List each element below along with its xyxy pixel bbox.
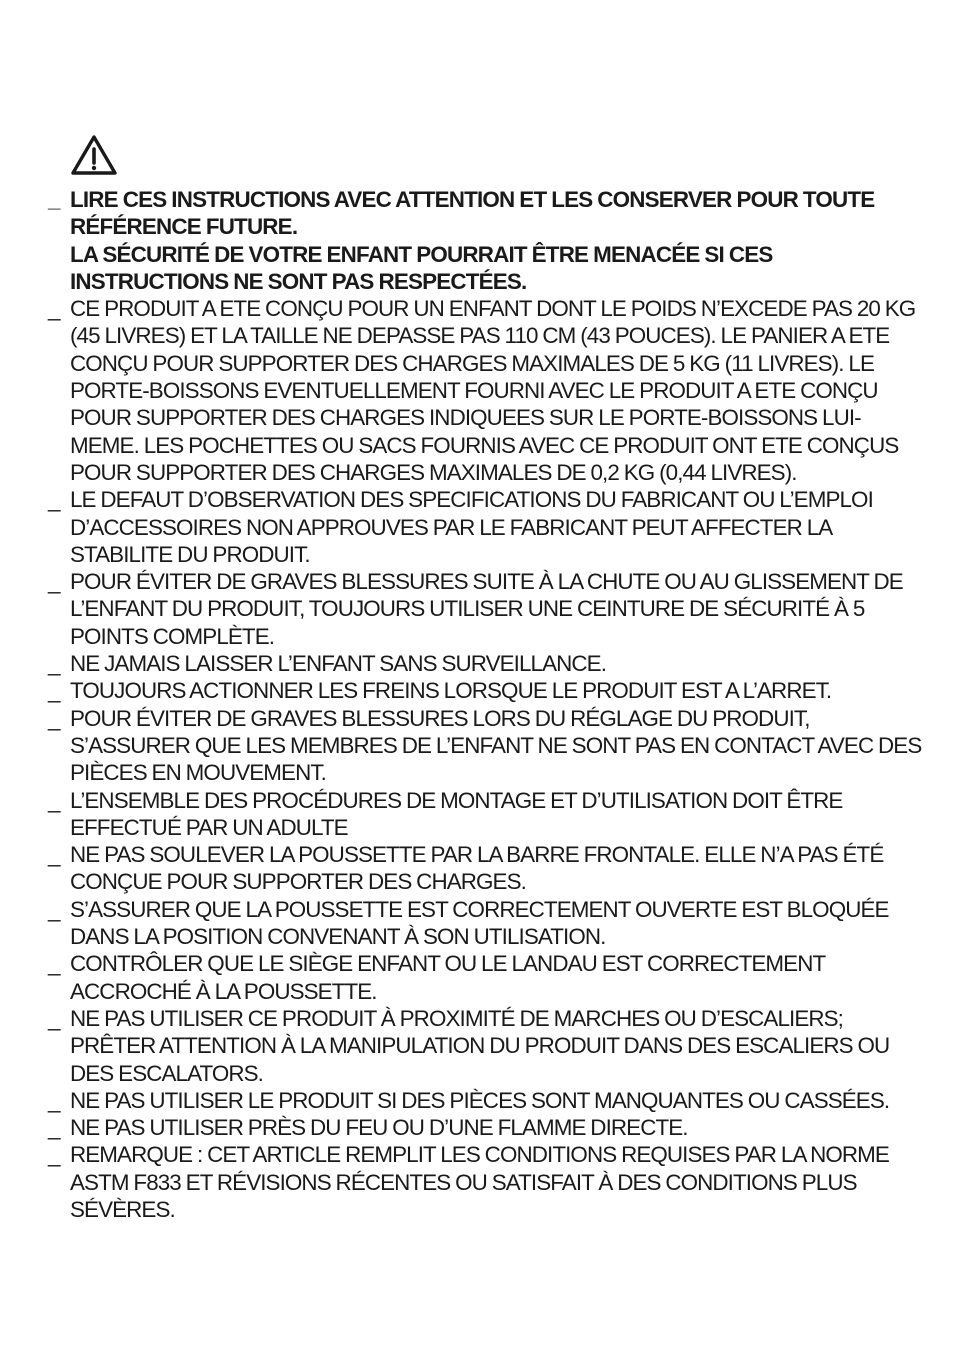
list-item (48, 1087, 924, 1114)
list-item (48, 1114, 924, 1141)
bullet-dash: _ (48, 787, 60, 813)
list-item-text: TOUJOURS ACTIONNER LES FREINS LORSQUE LE PRODUIT EST A L’ARRET. (70, 678, 832, 704)
list-item-text: NE PAS UTILISER PRÈS DU FEU OU D’UNE FLAMME DIRECTE. (70, 1115, 688, 1141)
list-item-text: L’ENSEMBLE DES PROCÉDURES DE MONTAGE ET D’UTILISATION DOIT ÊTRE EFFECTUÉ PAR UN ADULTE (70, 787, 843, 840)
list-item-text: S’ASSURER QUE LA POUSSETTE EST CORRECTEMENT OUVERTE EST BLOQUÉE DANS LA POSITION CONVENANT À SON UTILISATION. (70, 896, 889, 950)
list-item-text: NE JAMAIS LAISSER L’ENFANT SANS SURVEILLANCE. (70, 651, 607, 677)
list-item-text: POUR ÉVITER DE GRAVES BLESSURES LORS DU RÉGLAGE DU PRODUIT, S’ASSURER QUE LES MEMBRES DE L’ENFANT NE SONT PAS EN CONTACT AVEC DES PIÈCES EN MOUVEMENT. (70, 705, 922, 786)
list-item (48, 1005, 924, 1087)
bullet-dash: _ (48, 1087, 60, 1113)
warning-triangle-icon (70, 134, 118, 176)
intro-line-2: LA SÉCURITÉ DE VOTRE ENFANT POURRAIT ÊTRE MENACÉE SI CES INSTRUCTIONS NE SONT PAS RESPECTÉES. (70, 241, 773, 294)
list-item-text: CONTRÔLER QUE LE SIÈGE ENFANT OU LE LANDAU EST CORRECTEMENT ACCROCHÉ À LA POUSSETTE. (70, 951, 825, 1004)
bullet-dash: _ (48, 569, 60, 595)
safety-instructions-list (48, 186, 924, 1223)
list-item-intro (48, 186, 924, 295)
bullet-dash: _ (48, 705, 60, 731)
bullet-dash: _ (48, 296, 60, 322)
list-item (48, 650, 924, 677)
list-item (48, 677, 924, 704)
bullet-dash: _ (48, 896, 60, 922)
list-item (48, 950, 924, 1005)
bullet-dash: _ (48, 1115, 60, 1141)
bullet-dash: _ (48, 951, 60, 977)
bullet-dash: _ (48, 187, 60, 212)
list-item (48, 705, 924, 787)
bullet-dash: _ (48, 487, 60, 513)
bullet-dash: _ (48, 1142, 60, 1168)
list-item (48, 486, 924, 568)
list-item (48, 295, 924, 486)
list-item (48, 841, 924, 896)
bullet-dash: _ (48, 1005, 60, 1031)
list-item-text: POUR ÉVITER DE GRAVES BLESSURES SUITE À LA CHUTE OU AU GLISSEMENT DE L’ENFANT DU PRODUIT, TOUJOURS UTILISER UNE CEINTURE DE SÉCURITÉ À 5 POINTS COMPLÈTE. (70, 569, 903, 649)
list-item-text: NE PAS SOULEVER LA POUSSETTE PAR LA BARRE FRONTALE. ELLE N’A PAS ÉTÉ CONÇUE POUR SUPPORTER DES CHARGES. (70, 842, 884, 895)
list-item-text: NE PAS UTILISER CE PRODUIT À PROXIMITÉ DE MARCHES OU D’ESCALIERS; PRÊTER ATTENTION À LA MANIPULATION DU PRODUIT DANS DES ESCALIERS OU DES ESCALATORS. (70, 1005, 890, 1086)
list-item (48, 568, 924, 650)
bullet-dash: _ (48, 678, 60, 704)
list-item-text: NE PAS UTILISER LE PRODUIT SI DES PIÈCES SONT MANQUANTES OU CASSÉES. (70, 1087, 890, 1113)
list-item-text: CE PRODUIT A ETE CONÇU POUR UN ENFANT DONT LE POIDS N’EXCEDE PAS 20 KG (45 LIVRES) ET LA TAILLE NE DEPASSE PAS 110 CM (43 POUCES). LE PANIER A ETE CONÇU POUR SUPPORTER DES CHARGES MAXIMALES DE 5 KG (11 LIVRES). LE PORTE-BOISSONS EVENTUELLEMENT FOURNI AVEC LE PRODUIT A ETE CONÇU POUR SUPPORTER DES CHARGES INDIQUEES SUR LE PORTE-BOISSONS LUI-MEME. LES POCHETTES OU SACS FOURNIS AVEC CE PRODUIT ONT ETE CONÇUS POUR SUPPORTER DES CHARGES MAXIMALES DE 0,2 KG (0,44 LIVRES). (70, 296, 916, 485)
bullet-dash: _ (48, 842, 60, 868)
list-item (48, 896, 924, 951)
list-item-text: REMARQUE : CET ARTICLE REMPLIT LES CONDITIONS REQUISES PAR LA NORME ASTM F833 ET RÉVISIONS RÉCENTES OU SATISFAIT À DES CONDITIONS PLUS SÉVÈRES. (70, 1142, 889, 1222)
list-item-text: LE DEFAUT D’OBSERVATION DES SPECIFICATIONS DU FABRICANT OU L’EMPLOI D’ACCESSOIRES NON APPROUVES PAR LE FABRICANT PEUT AFFECTER LA STABILITE DU PRODUIT. (70, 487, 873, 567)
bullet-dash: _ (48, 651, 60, 677)
list-item (48, 1141, 924, 1223)
intro-line-1: LIRE CES INSTRUCTIONS AVEC ATTENTION ET LES CONSERVER POUR TOUTE RÉFÉRENCE FUTURE. (70, 187, 875, 240)
list-item (48, 787, 924, 842)
